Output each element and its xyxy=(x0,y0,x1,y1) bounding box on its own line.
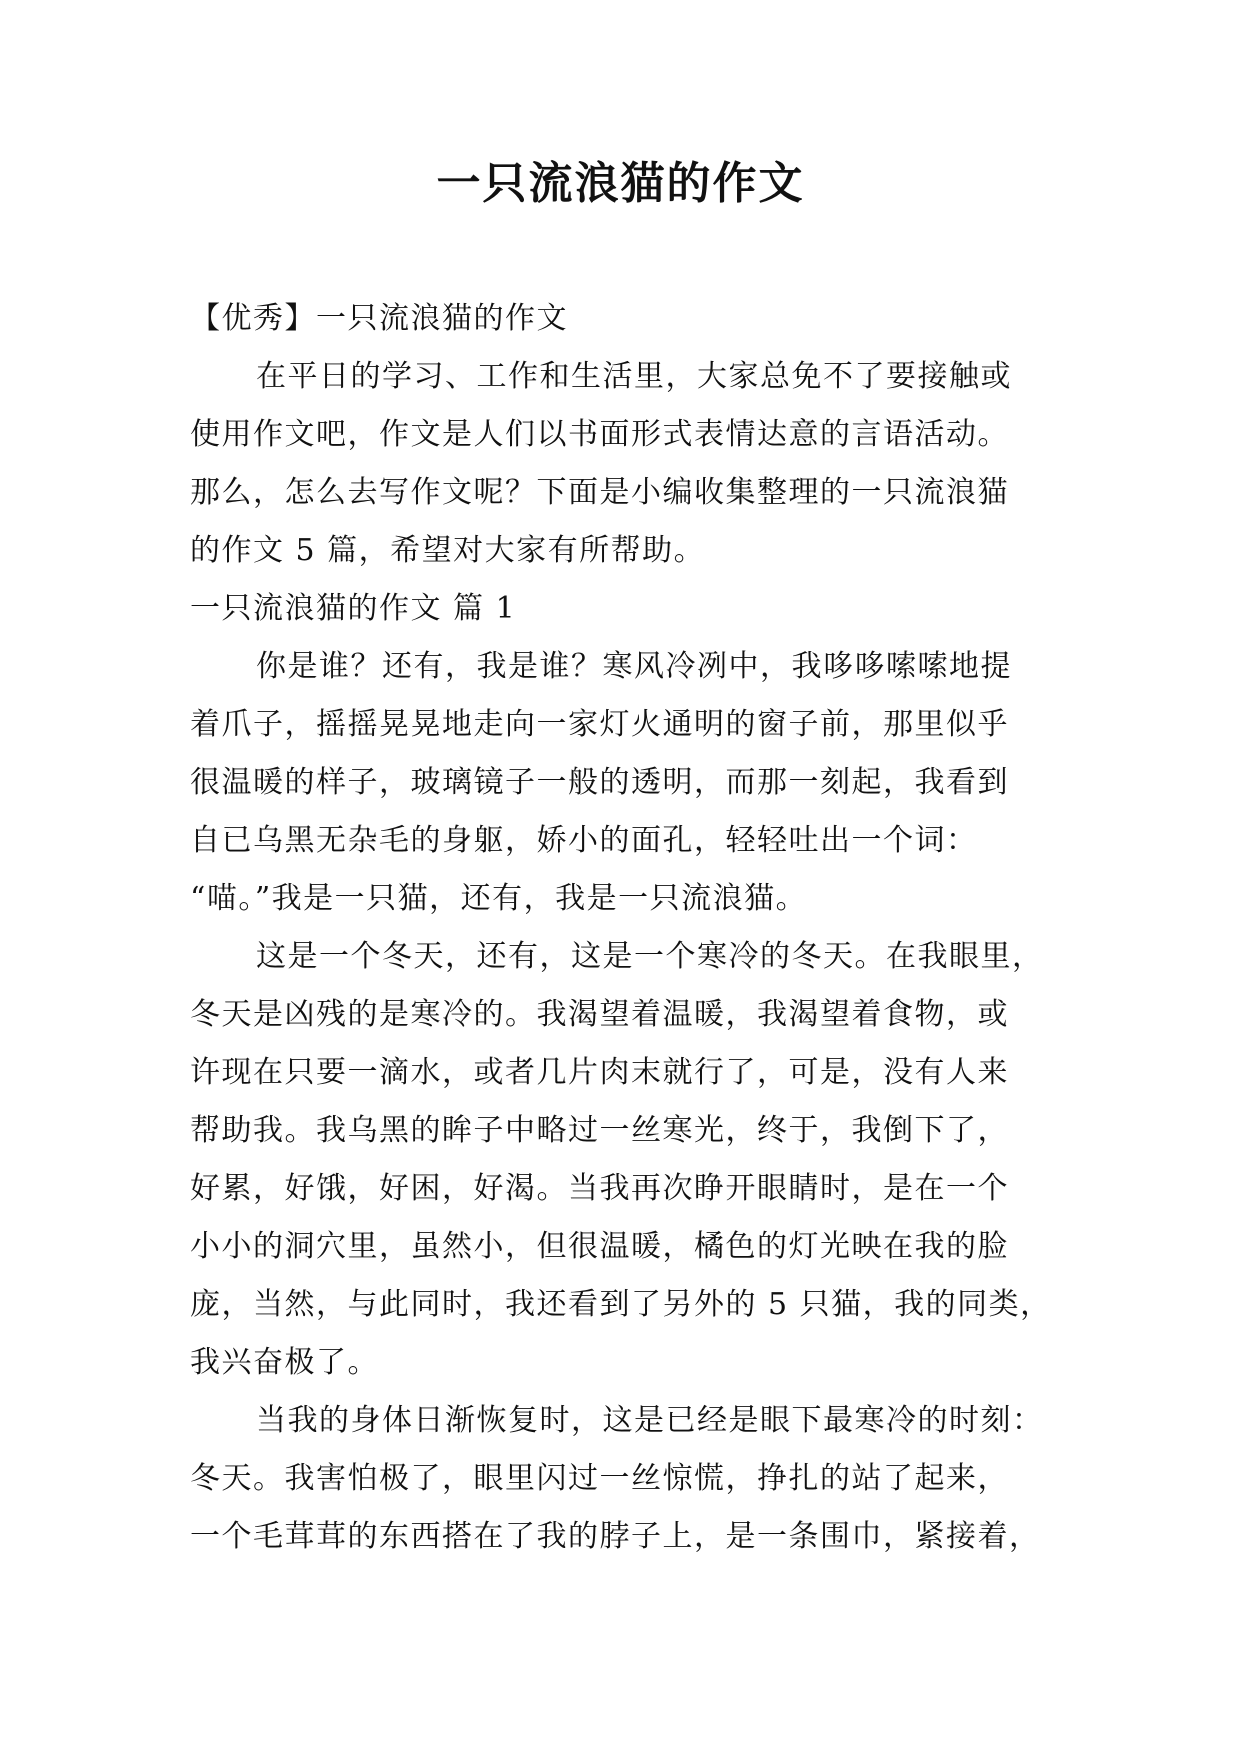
text-line: 当我的身体日渐恢复时，这是已经是眼下最寒冷的时刻： xyxy=(256,1403,1044,1438)
text-line: 很温暖的样子，玻璃镜子一般的透明，而那一刻起，我看到 xyxy=(190,765,1009,800)
text-line: 自已乌黑无杂毛的身躯，娇小的面孔，轻轻吐出一个词： xyxy=(190,823,978,858)
document-title: 一只流浪猫的作文 xyxy=(436,158,805,209)
text-line: 使用作文吧，作文是人们以书面形式表情达意的言语活动。 xyxy=(190,417,1009,452)
text-line: 庞，当然，与此同时，我还看到了另外的 5 只猫，我的同类， xyxy=(190,1287,1052,1322)
text-line: 的作文 5 篇，希望对大家有所帮助。 xyxy=(190,533,706,568)
text-line: 冬天是凶残的是寒冷的。我渴望着温暖，我渴望着食物，或 xyxy=(190,997,1009,1032)
text-line: 帮助我。我乌黑的眸子中略过一丝寒光，终于，我倒下了， xyxy=(190,1113,1009,1148)
text-line: 我兴奋极了。 xyxy=(190,1345,379,1380)
text-line: 在平日的学习、工作和生活里，大家总免不了要接触或 xyxy=(256,359,1012,394)
text-line: “喵。”我是一只猫，还有，我是一只流浪猫。 xyxy=(190,881,808,916)
text-line: 一只流浪猫的作文 篇 1 xyxy=(190,591,517,626)
text-line: 这是一个冬天，还有，这是一个寒冷的冬天。在我眼里， xyxy=(256,939,1044,974)
document-body xyxy=(190,290,1070,1566)
text-line: 【优秀】一只流浪猫的作文 xyxy=(190,301,568,336)
text-line: 冬天。我害怕极了，眼里闪过一丝惊慌，挣扎的站了起来， xyxy=(190,1461,1009,1496)
text-line: 着爪子，摇摇晃晃地走向一家灯火通明的窗子前，那里似乎 xyxy=(190,707,1009,742)
text-line: 你是谁？还有，我是谁？寒风冷冽中，我哆哆嗦嗦地提 xyxy=(256,649,1012,684)
text-line: 小小的洞穴里，虽然小，但很温暖，橘色的灯光映在我的脸 xyxy=(190,1229,1009,1264)
text-line: 好累，好饿，好困，好渴。当我再次睁开眼睛时，是在一个 xyxy=(190,1171,1009,1206)
text-line: 一个毛茸茸的东西搭在了我的脖子上，是一条围巾，紧接着， xyxy=(190,1519,1041,1554)
text-line: 那么，怎么去写作文呢？下面是小编收集整理的一只流浪猫 xyxy=(190,475,1009,510)
text-line: 许现在只要一滴水，或者几片肉末就行了，可是，没有人来 xyxy=(190,1055,1009,1090)
